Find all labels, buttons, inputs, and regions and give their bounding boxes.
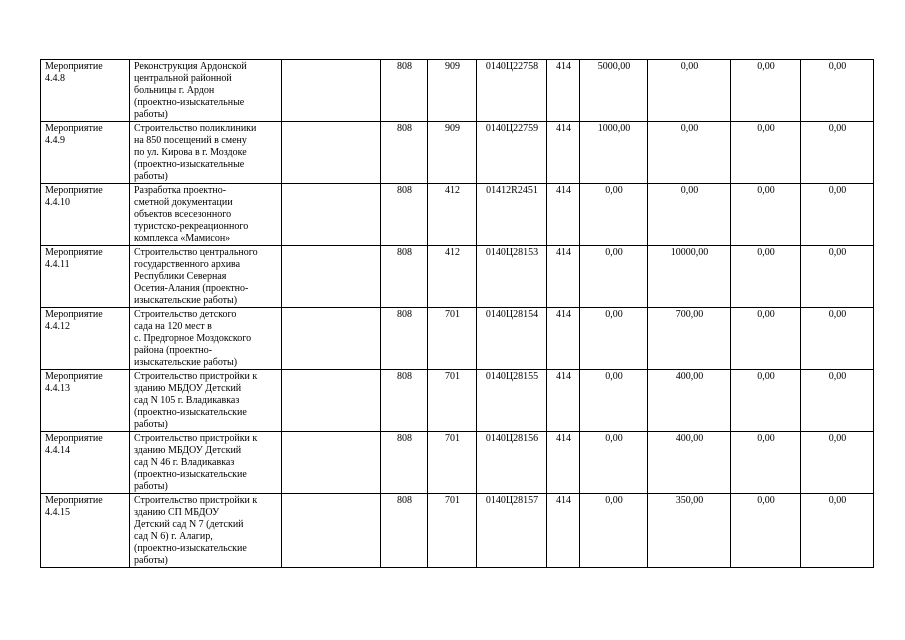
amount-cell: 0,00 — [580, 308, 648, 370]
amount-cell: 0,00 — [801, 432, 874, 494]
amount-cell: 400,00 — [648, 370, 731, 432]
amount-cell: 0,00 — [580, 184, 648, 246]
amount-cell: 0,00 — [731, 494, 801, 568]
measure-cell: Мероприятие 4.4.9 — [41, 122, 130, 184]
empty-cell — [282, 432, 381, 494]
name-cell: Реконструкция Ардонской центральной районной больницы г. Ардон (проектно-изыскательные работы) — [130, 60, 282, 122]
budget-table — [40, 59, 874, 568]
table-row — [41, 370, 874, 432]
target-code-cell: 0140Ц28155 — [477, 370, 547, 432]
type-cell: 414 — [547, 60, 580, 122]
name-cell: Разработка проектно- сметной документации объектов всесезонного туристско-рекреационного комплекса «Мамисон» — [130, 184, 282, 246]
type-cell: 414 — [547, 370, 580, 432]
amount-cell: 0,00 — [801, 122, 874, 184]
empty-cell — [282, 60, 381, 122]
name-cell: Строительство центрального государственного архива Республики Северная Осетия-Алания (проектно- изыскательские работы) — [130, 246, 282, 308]
type-cell: 414 — [547, 494, 580, 568]
empty-cell — [282, 308, 381, 370]
empty-cell — [282, 246, 381, 308]
name-cell: Строительство поликлиники на 850 посещений в смену по ул. Кирова в г. Моздоке (проектно-изыскательные работы) — [130, 122, 282, 184]
empty-cell — [282, 494, 381, 568]
section-cell: 701 — [428, 370, 477, 432]
table-row — [41, 308, 874, 370]
table-row — [41, 432, 874, 494]
target-code-cell: 0140Ц28156 — [477, 432, 547, 494]
amount-cell: 0,00 — [801, 494, 874, 568]
code-cell: 808 — [381, 60, 428, 122]
type-cell: 414 — [547, 122, 580, 184]
measure-cell: Мероприятие 4.4.10 — [41, 184, 130, 246]
code-cell: 808 — [381, 308, 428, 370]
amount-cell: 0,00 — [801, 184, 874, 246]
amount-cell: 10000,00 — [648, 246, 731, 308]
section-cell: 701 — [428, 308, 477, 370]
section-cell: 909 — [428, 60, 477, 122]
empty-cell — [282, 370, 381, 432]
amount-cell: 1000,00 — [580, 122, 648, 184]
name-cell: Строительство пристройки к зданию СП МБДОУ Детский сад N 7 (детский сад N 6) г. Алагир, (проектно-изыскательские работы) — [130, 494, 282, 568]
table-row — [41, 184, 874, 246]
section-cell: 909 — [428, 122, 477, 184]
name-cell: Строительство пристройки к зданию МБДОУ Детский сад N 46 г. Владикавказ (проектно-изыскательские работы) — [130, 432, 282, 494]
table-row — [41, 122, 874, 184]
type-cell: 414 — [547, 246, 580, 308]
section-cell: 412 — [428, 246, 477, 308]
section-cell: 701 — [428, 432, 477, 494]
section-cell: 412 — [428, 184, 477, 246]
amount-cell: 0,00 — [580, 370, 648, 432]
code-cell: 808 — [381, 246, 428, 308]
amount-cell: 0,00 — [801, 60, 874, 122]
target-code-cell: 0140Ц28157 — [477, 494, 547, 568]
target-code-cell: 01412R2451 — [477, 184, 547, 246]
amount-cell: 0,00 — [731, 60, 801, 122]
amount-cell: 0,00 — [801, 370, 874, 432]
amount-cell: 700,00 — [648, 308, 731, 370]
target-code-cell: 0140Ц28153 — [477, 246, 547, 308]
code-cell: 808 — [381, 184, 428, 246]
code-cell: 808 — [381, 432, 428, 494]
section-cell: 701 — [428, 494, 477, 568]
measure-cell: Мероприятие 4.4.15 — [41, 494, 130, 568]
amount-cell: 0,00 — [731, 184, 801, 246]
name-cell: Строительство пристройки к зданию МБДОУ Детский сад N 105 г. Владикавказ (проектно-изыскательские работы) — [130, 370, 282, 432]
table-row — [41, 246, 874, 308]
code-cell: 808 — [381, 370, 428, 432]
type-cell: 414 — [547, 308, 580, 370]
empty-cell — [282, 184, 381, 246]
measure-cell: Мероприятие 4.4.12 — [41, 308, 130, 370]
amount-cell: 350,00 — [648, 494, 731, 568]
target-code-cell: 0140Ц22759 — [477, 122, 547, 184]
target-code-cell: 0140Ц22758 — [477, 60, 547, 122]
type-cell: 414 — [547, 432, 580, 494]
amount-cell: 0,00 — [731, 432, 801, 494]
amount-cell: 0,00 — [580, 494, 648, 568]
amount-cell: 0,00 — [801, 308, 874, 370]
amount-cell: 0,00 — [731, 308, 801, 370]
amount-cell: 0,00 — [648, 60, 731, 122]
amount-cell: 0,00 — [580, 246, 648, 308]
amount-cell: 0,00 — [801, 246, 874, 308]
code-cell: 808 — [381, 122, 428, 184]
amount-cell: 0,00 — [731, 122, 801, 184]
name-cell: Строительство детского сада на 120 мест в с. Предгорное Моздокского района (проектно- изыскательские работы) — [130, 308, 282, 370]
measure-cell: Мероприятие 4.4.13 — [41, 370, 130, 432]
code-cell: 808 — [381, 494, 428, 568]
amount-cell: 0,00 — [648, 184, 731, 246]
amount-cell: 400,00 — [648, 432, 731, 494]
amount-cell: 0,00 — [731, 246, 801, 308]
target-code-cell: 0140Ц28154 — [477, 308, 547, 370]
amount-cell: 0,00 — [580, 432, 648, 494]
amount-cell: 5000,00 — [580, 60, 648, 122]
table-row — [41, 60, 874, 122]
type-cell: 414 — [547, 184, 580, 246]
empty-cell — [282, 122, 381, 184]
measure-cell: Мероприятие 4.4.11 — [41, 246, 130, 308]
amount-cell: 0,00 — [731, 370, 801, 432]
amount-cell: 0,00 — [648, 122, 731, 184]
measure-cell: Мероприятие 4.4.8 — [41, 60, 130, 122]
measure-cell: Мероприятие 4.4.14 — [41, 432, 130, 494]
table-row — [41, 494, 874, 568]
